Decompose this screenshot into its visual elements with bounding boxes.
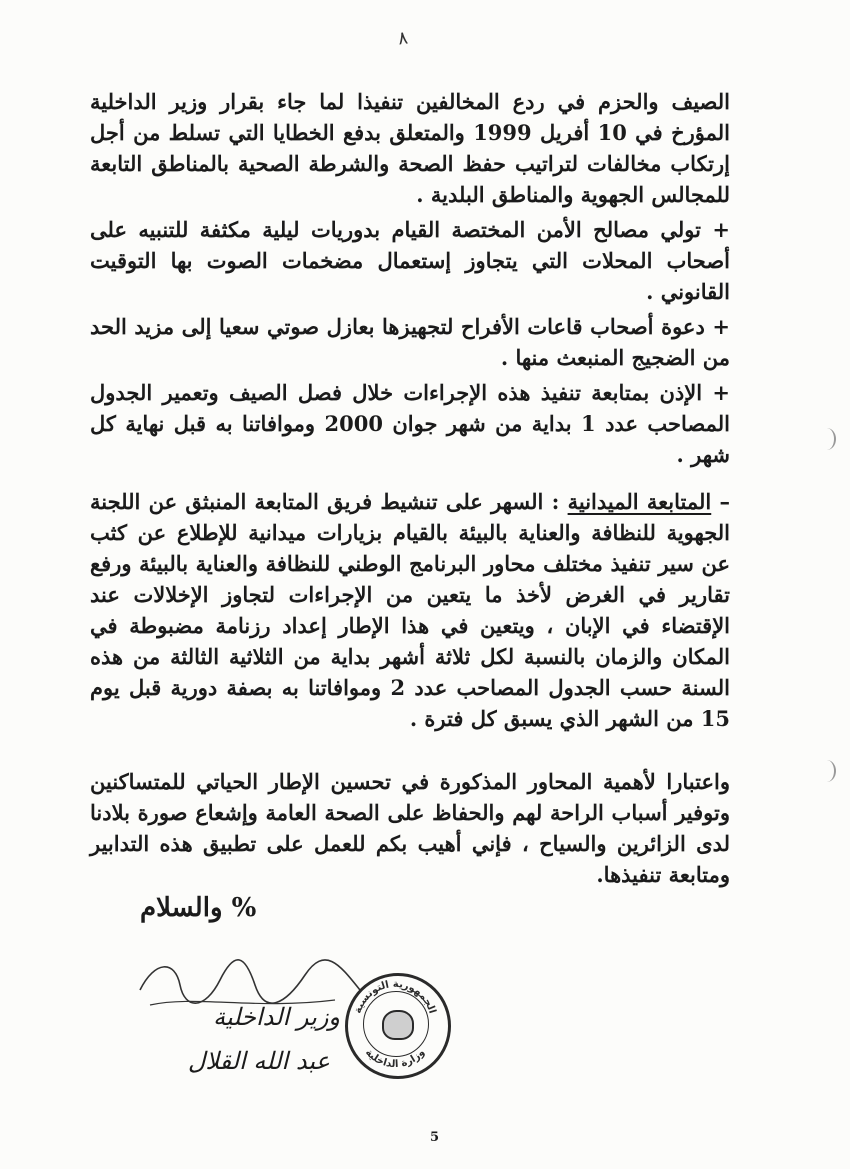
- heading-colon: :: [543, 489, 568, 514]
- punch-hole-mark: [818, 760, 836, 782]
- signature-block: [170, 995, 340, 1083]
- seal-top-text: الجمهورية التونسية: [352, 978, 438, 1016]
- official-seal: [345, 973, 451, 1079]
- paragraph-field-follow-up: [90, 486, 730, 734]
- seal-emblem-icon: [382, 1010, 414, 1040]
- section-body: السهر على تنشيط فريق المتابعة المنبثق عن اللجنة الجهوية للنظافة والعناية بالبيئة بالقيام بزيارات ميدانية للإطلاع عن كثب عن سير تنفيذ مختلف محاور البرنامج الوطني للنظافة والعناية بالبيئة ورفع تقارير في الغرض لأخذ ما يتعين من الإجراءات لتجاوز الإخلالات عند الإقتضاء في الإبان ، ويتعين في هذا الإطار إعداد رزنامة مضبوطة في المكان والزمان بالنسبة لكل ثلاثة أشهر بداية من الثلاثية الثالثة من هذه السنة حسب الجدول المصاحب عدد 2 وموافاتنا به بصفة دورية قبل يوم 15 من الشهر الذي يسبق كل فترة .: [90, 489, 730, 731]
- heading-dash: –: [711, 489, 730, 514]
- signatory-name: عبد الله القلال: [187, 1047, 330, 1075]
- list-item-security-patrols: + تولي مصالح الأمن المختصة القيام بدوريات ليلية مكثفة للتنبيه على أصحاب المحلات التي يتجاوز إستعمال مضخمات الصوت بها التوقيت القانوني .: [90, 217, 730, 304]
- punch-hole-mark: [818, 428, 836, 450]
- paragraph-intro: الصيف والحزم في ردع المخالفين تنفيذا لما جاء بقرار وزير الداخلية المؤرخ في 10 أفريل 1999 والمتعلق بدفع الخطايا التي تسلط من أجل إرتكاب مخالفات لتراتيب حفظ الصحة والشرطة الصحية بالمناطق التابعة للمجالس الجهوية والمناطق البلدية .: [90, 89, 730, 207]
- section-conclusion: [90, 766, 730, 890]
- list-item-follow-up: + الإذن بمتابعة تنفيذ هذه الإجراءات خلال فصل الصيف وتعمير الجدول المصاحب عدد 1 بداية من شهر جوان 2000 وموافاتنا به قبل نهاية كل شهر .: [90, 380, 730, 467]
- pen-mark: ٨: [396, 27, 410, 50]
- section-measures: [90, 86, 730, 470]
- seal-bottom-text: وزارة الداخلية: [362, 1047, 428, 1071]
- list-item-wedding-halls: + دعوة أصحاب قاعات الأفراح لتجهيزها بعازل صوتي سعيا إلى مزيد الحد من الضجيج المنبعث منها .: [90, 314, 730, 370]
- section-field-follow-up: [90, 486, 730, 734]
- closing-salutation: والسلام %: [140, 893, 257, 923]
- signatory-title: وزير الداخلية: [213, 1003, 340, 1031]
- paragraph-conclusion: واعتبارا لأهمية المحاور المذكورة في تحسين الإطار الحياتي للمتساكنين وتوفير أسباب الراحة لهم والحفاظ على الصحة العامة وإشعاع صورة بلادنا لدى الزائرين والسياح ، فإني أهيب بكم للعمل على تطبيق هذه التدابير ومتابعة تنفيذها.: [90, 769, 730, 887]
- page-number: 5: [430, 1130, 440, 1145]
- section-heading: المتابعة الميدانية: [567, 489, 712, 514]
